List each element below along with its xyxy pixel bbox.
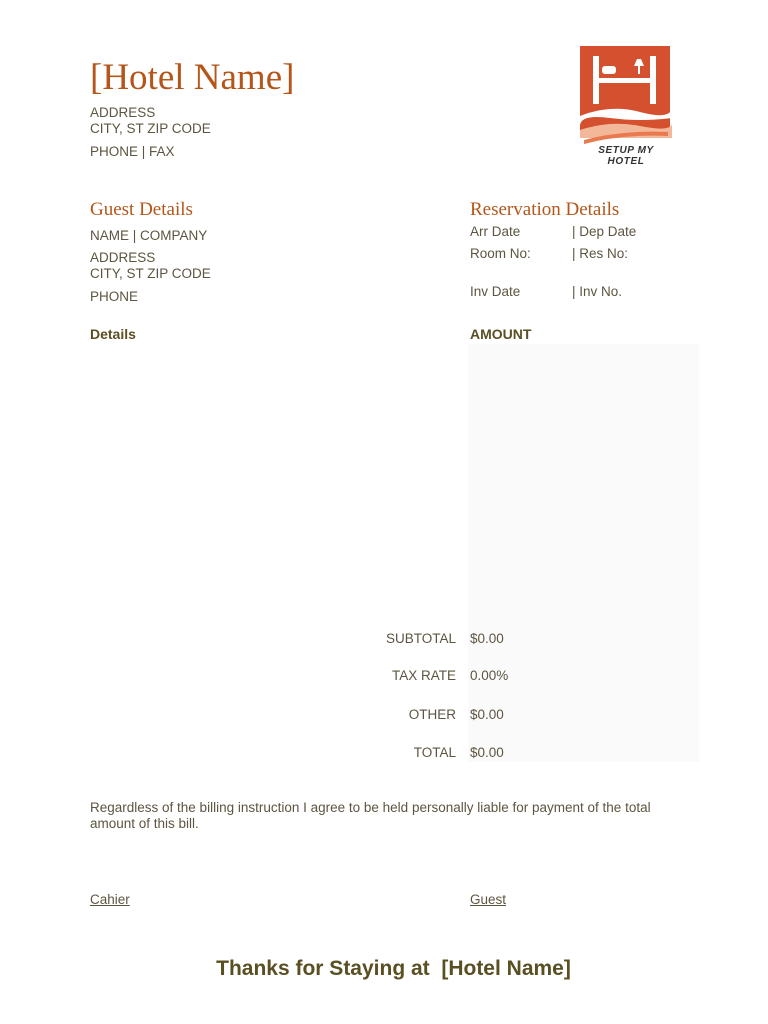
inv-no-label: | Inv No. xyxy=(572,284,623,299)
guest-signature-link[interactable]: Guest xyxy=(470,892,507,907)
res-no-label: | Res No: xyxy=(572,246,629,261)
guest-details-title: Guest Details xyxy=(90,199,193,220)
amount-column xyxy=(468,344,699,762)
inv-date-label: Inv Date xyxy=(470,284,521,299)
agreement-text: Regardless of the billing instruction I agree to be held personally liable for payment of the total amount of this bill. xyxy=(90,800,651,831)
tax-rate-value: 0.00% xyxy=(470,668,509,683)
cashier-signature-link[interactable]: Cahier xyxy=(90,892,130,907)
hotel-city-line: CITY, ST ZIP CODE xyxy=(90,121,211,136)
hotel-address: ADDRESS xyxy=(90,105,156,120)
other-label: OTHER xyxy=(408,707,456,722)
room-no-label: Room No: xyxy=(470,246,531,261)
other-value: $0.00 xyxy=(470,707,504,722)
hotel-logo xyxy=(580,46,672,167)
tax-rate-label: TAX RATE xyxy=(391,668,456,683)
total-label: TOTAL xyxy=(413,745,456,760)
bed-logo-icon xyxy=(580,46,672,158)
subtotal-label: SUBTOTAL xyxy=(385,631,456,646)
guest-name-company: NAME | COMPANY xyxy=(90,228,208,243)
hotel-name: [Hotel Name] xyxy=(90,57,295,98)
guest-address: ADDRESS xyxy=(90,250,156,265)
total-value: $0.00 xyxy=(470,745,504,760)
amount-header: AMOUNT xyxy=(470,326,532,342)
dep-date-label: | Dep Date xyxy=(572,224,637,239)
reservation-details-title: Reservation Details xyxy=(470,199,620,220)
arr-date-label: Arr Date xyxy=(470,224,521,239)
subtotal-value: $0.00 xyxy=(470,631,504,646)
guest-city-line: CITY, ST ZIP CODE xyxy=(90,266,211,281)
hotel-phone-fax: PHONE | FAX xyxy=(90,144,175,159)
thanks-message: Thanks for Staying at [Hotel Name] xyxy=(216,957,571,980)
guest-phone: PHONE xyxy=(90,289,139,304)
logo-text: SETUP MY HOTEL xyxy=(598,145,654,167)
details-header: Details xyxy=(90,326,136,342)
